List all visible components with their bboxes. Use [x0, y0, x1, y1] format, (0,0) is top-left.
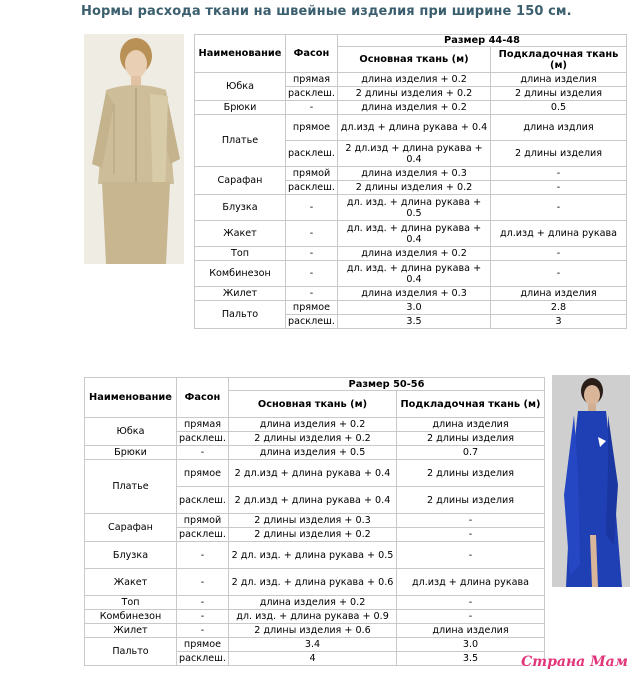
row-style: расклеш. — [286, 315, 338, 329]
row-lining: 0.7 — [397, 446, 545, 460]
row-name: Юбка — [195, 73, 286, 101]
row-name: Жилет — [195, 287, 286, 301]
row-lining: - — [397, 514, 545, 528]
header-main-fabric: Основная ткань (м) — [338, 47, 491, 73]
row-style: прямое — [286, 301, 338, 315]
row-main: 2 дл. изд. + длина рукава + 0.5 — [229, 542, 397, 569]
site-watermark: Страна Мам — [521, 654, 628, 670]
row-name: Топ — [85, 596, 177, 610]
row-name: Топ — [195, 247, 286, 261]
header-size: Размер 50-56 — [229, 378, 545, 391]
row-main: 2 дл.изд + длина рукава + 0.4 — [229, 460, 397, 487]
row-name: Жилет — [85, 624, 177, 638]
table-row — [85, 569, 545, 596]
table-row — [85, 624, 545, 638]
header-size: Размер 44-48 — [338, 35, 627, 47]
row-style: - — [286, 195, 338, 221]
row-style: - — [177, 610, 229, 624]
table-row — [195, 247, 627, 261]
table-row — [195, 167, 627, 181]
row-main: 2 дл. изд. + длина рукава + 0.6 — [229, 569, 397, 596]
row-style: - — [177, 569, 229, 596]
row-lining: - — [397, 528, 545, 542]
row-main: дл.изд + длина рукава + 0.4 — [338, 115, 491, 141]
row-main: длина изделия + 0.3 — [338, 287, 491, 301]
table-row — [85, 542, 545, 569]
row-lining: - — [491, 181, 627, 195]
table-row — [195, 73, 627, 87]
row-lining: 3 — [491, 315, 627, 329]
fabric-norms-table-size-44-48 — [194, 34, 627, 329]
row-main: длина изделия + 0.2 — [338, 101, 491, 115]
row-main: 2 длины изделия + 0.2 — [229, 432, 397, 446]
row-lining: - — [397, 610, 545, 624]
row-style: прямой — [177, 514, 229, 528]
row-lining: 2 длины изделия — [397, 487, 545, 514]
row-name: Платье — [85, 460, 177, 514]
row-name: Платье — [195, 115, 286, 167]
table-row — [195, 261, 627, 287]
row-style: прямой — [286, 167, 338, 181]
row-lining: длина издлия — [491, 115, 627, 141]
table-row — [195, 101, 627, 115]
row-style: прямая — [177, 418, 229, 432]
header-style: Фасон — [177, 378, 229, 418]
row-lining: - — [491, 167, 627, 181]
row-main: 2 длины изделия + 0.2 — [229, 528, 397, 542]
row-name: Блузка — [195, 195, 286, 221]
row-main: длина изделия + 0.2 — [338, 73, 491, 87]
table-row — [195, 195, 627, 221]
row-main: 2 дл.изд + длина рукава + 0.4 — [229, 487, 397, 514]
row-lining: 2 длины изделия — [491, 141, 627, 167]
row-main: 3.4 — [229, 638, 397, 652]
table-row — [85, 418, 545, 432]
row-lining: 2 длины изделия — [397, 432, 545, 446]
row-style: - — [286, 261, 338, 287]
table-row — [195, 221, 627, 247]
row-main: длина изделия + 0.2 — [338, 247, 491, 261]
row-lining: 2.8 — [491, 301, 627, 315]
row-lining: дл.изд + длина рукава — [491, 221, 627, 247]
row-name: Сарафан — [85, 514, 177, 542]
row-style: - — [286, 247, 338, 261]
page-title: Нормы расхода ткани на швейные изделия при ширине 150 см. — [81, 4, 572, 19]
woman-in-blue-dress-photo — [552, 375, 630, 587]
row-main: 4 — [229, 652, 397, 666]
row-main: дл. изд. + длина рукава + 0.4 — [338, 221, 491, 247]
row-lining: длина изделия — [397, 624, 545, 638]
row-name: Жакет — [195, 221, 286, 247]
row-name: Пальто — [85, 638, 177, 666]
row-style: - — [177, 542, 229, 569]
row-style: - — [177, 596, 229, 610]
table-row — [85, 638, 545, 652]
row-style: - — [286, 221, 338, 247]
row-name: Юбка — [85, 418, 177, 446]
header-style: Фасон — [286, 35, 338, 73]
row-name: Комбинезон — [195, 261, 286, 287]
table-row — [85, 596, 545, 610]
row-name: Брюки — [85, 446, 177, 460]
row-style: - — [286, 101, 338, 115]
row-main: 2 длины изделия + 0.3 — [229, 514, 397, 528]
row-lining: дл.изд + длина рукава — [397, 569, 545, 596]
header-lining-fabric: Подкладочная ткань (м) — [491, 47, 627, 73]
table-row — [195, 301, 627, 315]
row-lining: - — [397, 542, 545, 569]
row-main: длина изделия + 0.2 — [229, 596, 397, 610]
row-main: дл. изд. + длина рукава + 0.9 — [229, 610, 397, 624]
header-name: Наименование — [195, 35, 286, 73]
row-main: 2 дл.изд + длина рукава + 0.4 — [338, 141, 491, 167]
row-main: 2 длины изделия + 0.2 — [338, 87, 491, 101]
row-lining: 3.0 — [397, 638, 545, 652]
row-style: расклеш. — [177, 487, 229, 514]
row-main: 3.0 — [338, 301, 491, 315]
row-lining: - — [491, 261, 627, 287]
row-main: длина изделия + 0.2 — [229, 418, 397, 432]
table-body — [85, 418, 545, 666]
row-main: 3.5 — [338, 315, 491, 329]
row-lining: - — [491, 247, 627, 261]
row-style: расклеш. — [177, 528, 229, 542]
fabric-norms-table-size-50-56 — [84, 377, 545, 666]
row-lining: 0.5 — [491, 101, 627, 115]
row-style: - — [286, 287, 338, 301]
table-row — [85, 514, 545, 528]
row-name: Сарафан — [195, 167, 286, 195]
row-main: 2 длины изделия + 0.6 — [229, 624, 397, 638]
row-main: длина изделия + 0.3 — [338, 167, 491, 181]
row-name: Блузка — [85, 542, 177, 569]
row-main: дл. изд. + длина рукава + 0.5 — [338, 195, 491, 221]
row-style: - — [177, 624, 229, 638]
row-style: расклеш. — [286, 87, 338, 101]
row-style: прямое — [286, 115, 338, 141]
row-lining: длина изделия — [491, 73, 627, 87]
row-style: - — [177, 446, 229, 460]
row-style: расклеш. — [286, 181, 338, 195]
table-row — [85, 460, 545, 487]
header-name: Наименование — [85, 378, 177, 418]
row-style: расклеш. — [177, 652, 229, 666]
row-main: 2 длины изделия + 0.2 — [338, 181, 491, 195]
header-main-fabric: Основная ткань (м) — [229, 391, 397, 418]
beige-suit-illustration — [84, 34, 184, 264]
row-lining: 3.5 — [397, 652, 545, 666]
row-name: Пальто — [195, 301, 286, 329]
woman-in-beige-suit-photo — [84, 34, 184, 264]
row-style: прямое — [177, 460, 229, 487]
row-name: Жакет — [85, 569, 177, 596]
row-style: расклеш. — [286, 141, 338, 167]
table-row — [195, 287, 627, 301]
row-main: длина изделия + 0.5 — [229, 446, 397, 460]
row-style: расклеш. — [177, 432, 229, 446]
row-main: дл. изд. + длина рукава + 0.4 — [338, 261, 491, 287]
table-row — [85, 610, 545, 624]
row-lining: - — [397, 596, 545, 610]
table-row — [85, 446, 545, 460]
blue-dress-illustration — [552, 375, 630, 587]
header-lining-fabric: Подкладочная ткань (м) — [397, 391, 545, 418]
row-lining: 2 длины изделия — [397, 460, 545, 487]
row-style: прямая — [286, 73, 338, 87]
row-name: Брюки — [195, 101, 286, 115]
row-lining: - — [491, 195, 627, 221]
row-lining: длина изделия — [491, 287, 627, 301]
row-style: прямое — [177, 638, 229, 652]
row-lining: 2 длины изделия — [491, 87, 627, 101]
table-body — [195, 73, 627, 329]
table-row — [195, 115, 627, 141]
row-name: Комбинезон — [85, 610, 177, 624]
row-lining: длина изделия — [397, 418, 545, 432]
